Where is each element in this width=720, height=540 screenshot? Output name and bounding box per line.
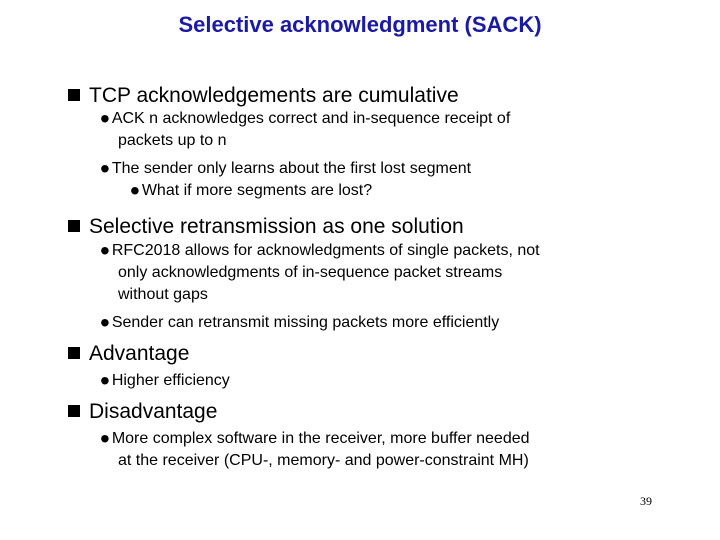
sub-bullet-text: Sender can retransmit missing packets more efficiently [111, 314, 500, 331]
sub-bullet-text: More complex software in the receiver, more buffer needed [111, 430, 530, 447]
square-bullet-icon [68, 347, 80, 359]
bullet-text: Disadvantage [89, 400, 218, 423]
sub-bullet-text: packets up to n [118, 132, 227, 149]
square-bullet-icon [68, 405, 80, 417]
round-bullet-icon: • [130, 175, 140, 206]
sub-bullet [100, 235, 540, 306]
square-bullet-icon [68, 89, 80, 101]
sub-bullet-text: without gaps [118, 286, 208, 303]
round-bullet-icon: • [100, 307, 110, 338]
sub-bullet-text: only acknowledgments of in-sequence packet streams [118, 264, 503, 281]
bullet-text: Advantage [89, 342, 190, 365]
sub-bullet-text: ACK n acknowledges correct and in-sequence receipt of [111, 110, 511, 127]
round-bullet-icon: • [100, 365, 110, 396]
sub-bullet-text: at the receiver (CPU-, memory- and power-constraint MH) [118, 452, 529, 469]
slide-title: Selective acknowledgment (SACK) [178, 12, 542, 37]
sub-bullet [100, 153, 472, 184]
sub-bullet-text: The sender only learns about the first lost segment [111, 160, 472, 177]
square-bullet-icon [68, 220, 80, 232]
bullet-text: Selective retransmission as one solution [89, 215, 464, 238]
round-bullet-icon: • [100, 423, 110, 454]
sub-bullet [100, 423, 530, 472]
sub-bullet-text: What if more segments are lost? [141, 182, 373, 199]
round-bullet-icon: • [100, 153, 110, 184]
sub-bullet [100, 307, 500, 338]
page-number: 39 [640, 494, 652, 508]
bullet-text: TCP acknowledgements are cumulative [89, 84, 459, 107]
round-bullet-icon: • [100, 103, 110, 134]
sub-bullet [100, 365, 230, 396]
sub-bullet [100, 103, 511, 152]
round-bullet-icon: • [100, 235, 110, 266]
sub-bullet-text: Higher efficiency [111, 372, 230, 389]
sub-sub-bullet [130, 175, 373, 206]
sub-bullet-text: RFC2018 allows for acknowledgments of single packets, not [111, 242, 540, 259]
